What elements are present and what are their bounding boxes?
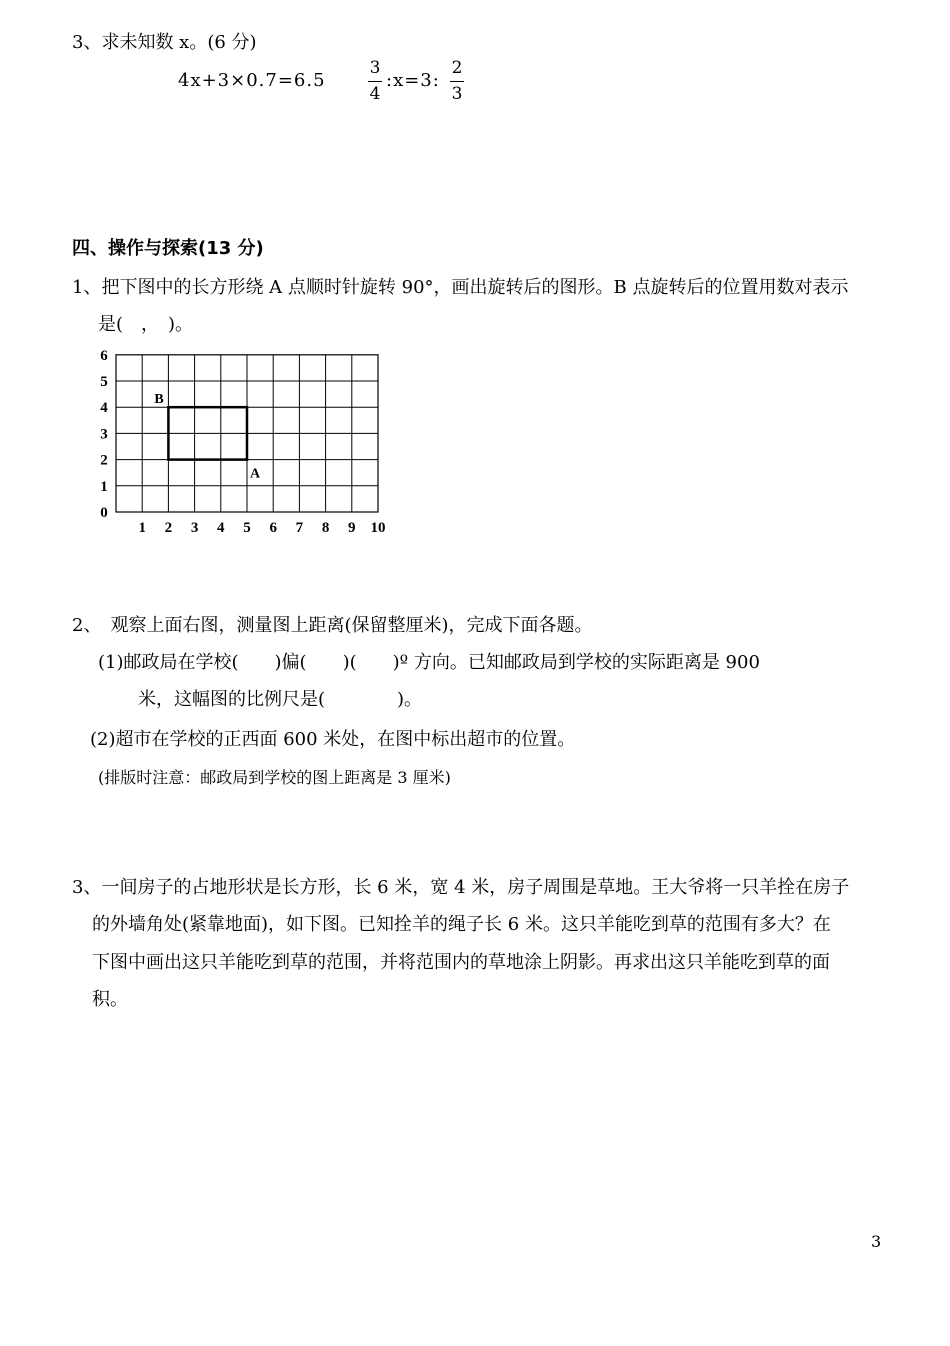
x-tick-label: 5 xyxy=(243,520,251,536)
q3-line-2: 的外墙角处(紧靠地面)，如下图。已知拴羊的绳子长 6 米。这只羊能吃到草的范围有多大？在 xyxy=(92,914,831,935)
x-tick-label: 6 xyxy=(269,520,277,536)
section-4-heading: 四、操作与探索(13 分) xyxy=(72,238,264,259)
x-tick-label: 1 xyxy=(138,520,146,536)
y-tick-label: 6 xyxy=(100,347,108,364)
point-a-label: A xyxy=(250,466,261,482)
q2-sub2: (2)超市在学校的正西面 600 米处，在图中标出超市的位置。 xyxy=(90,729,576,750)
x-tick-label: 2 xyxy=(164,520,173,536)
y-tick-label: 5 xyxy=(100,374,108,390)
coordinate-grid xyxy=(90,340,400,540)
x-tick-label: 10 xyxy=(370,520,386,536)
x-tick-label: 3 xyxy=(190,520,199,536)
q2-note: (排版时注意：邮政局到学校的图上距离是 3 厘米) xyxy=(98,768,451,787)
equation-2-middle: :x=3: xyxy=(386,70,440,91)
y-tick-label: 1 xyxy=(100,478,108,495)
y-tick-label: 0 xyxy=(100,505,108,521)
x-tick-label: 8 xyxy=(321,520,330,536)
q1-line-2: 是( ， )。 xyxy=(98,314,194,335)
q2-line-1: 2、 观察上面右图，测量图上距离(保留整厘米)，完成下面各题。 xyxy=(72,615,593,636)
fraction-2-bar xyxy=(450,81,464,82)
fraction-1-numerator: 3 xyxy=(369,58,381,78)
x-tick-label: 7 xyxy=(295,520,304,536)
q2-sub1-line-2: 米，这幅图的比例尺是( )。 xyxy=(138,689,423,710)
q1-line-1: 1、把下图中的长方形绕 A 点顺时针旋转 90°，画出旋转后的图形。B 点旋转后的位置用数对表示 xyxy=(72,277,849,298)
x-tick-label: 9 xyxy=(348,520,356,536)
y-tick-label: 2 xyxy=(100,452,108,469)
equation-1: 4x+3×0.7=6.5 xyxy=(178,70,326,91)
y-tick-label: 3 xyxy=(100,426,108,443)
q3-line-3: 下图中画出这只羊能吃到草的范围，并将范围内的草地涂上阴影。再求出这只羊能吃到草的面 xyxy=(92,952,830,973)
point-b-label: B xyxy=(154,392,164,408)
fraction-2-denominator: 3 xyxy=(451,84,463,104)
x-tick-label: 4 xyxy=(217,520,225,536)
q3-line-4: 积。 xyxy=(92,989,128,1010)
y-tick-label: 4 xyxy=(100,400,108,417)
q3-line-1: 3、一间房子的占地形状是长方形，长 6 米，宽 4 米，房子周围是草地。王大爷将一只羊拴在房子 xyxy=(72,877,850,898)
q3-solve-heading: 3、求未知数 x。(6 分) xyxy=(72,32,257,53)
fraction-2-numerator: 2 xyxy=(451,58,463,78)
fraction-1-bar xyxy=(368,81,382,82)
fraction-1-denominator: 4 xyxy=(369,84,381,104)
q2-sub1-line-1: (1)邮政局在学校( )偏( )( )º 方向。已知邮政局到学校的实际距离是 900 xyxy=(98,652,760,673)
page-number: 3 xyxy=(871,1232,882,1251)
